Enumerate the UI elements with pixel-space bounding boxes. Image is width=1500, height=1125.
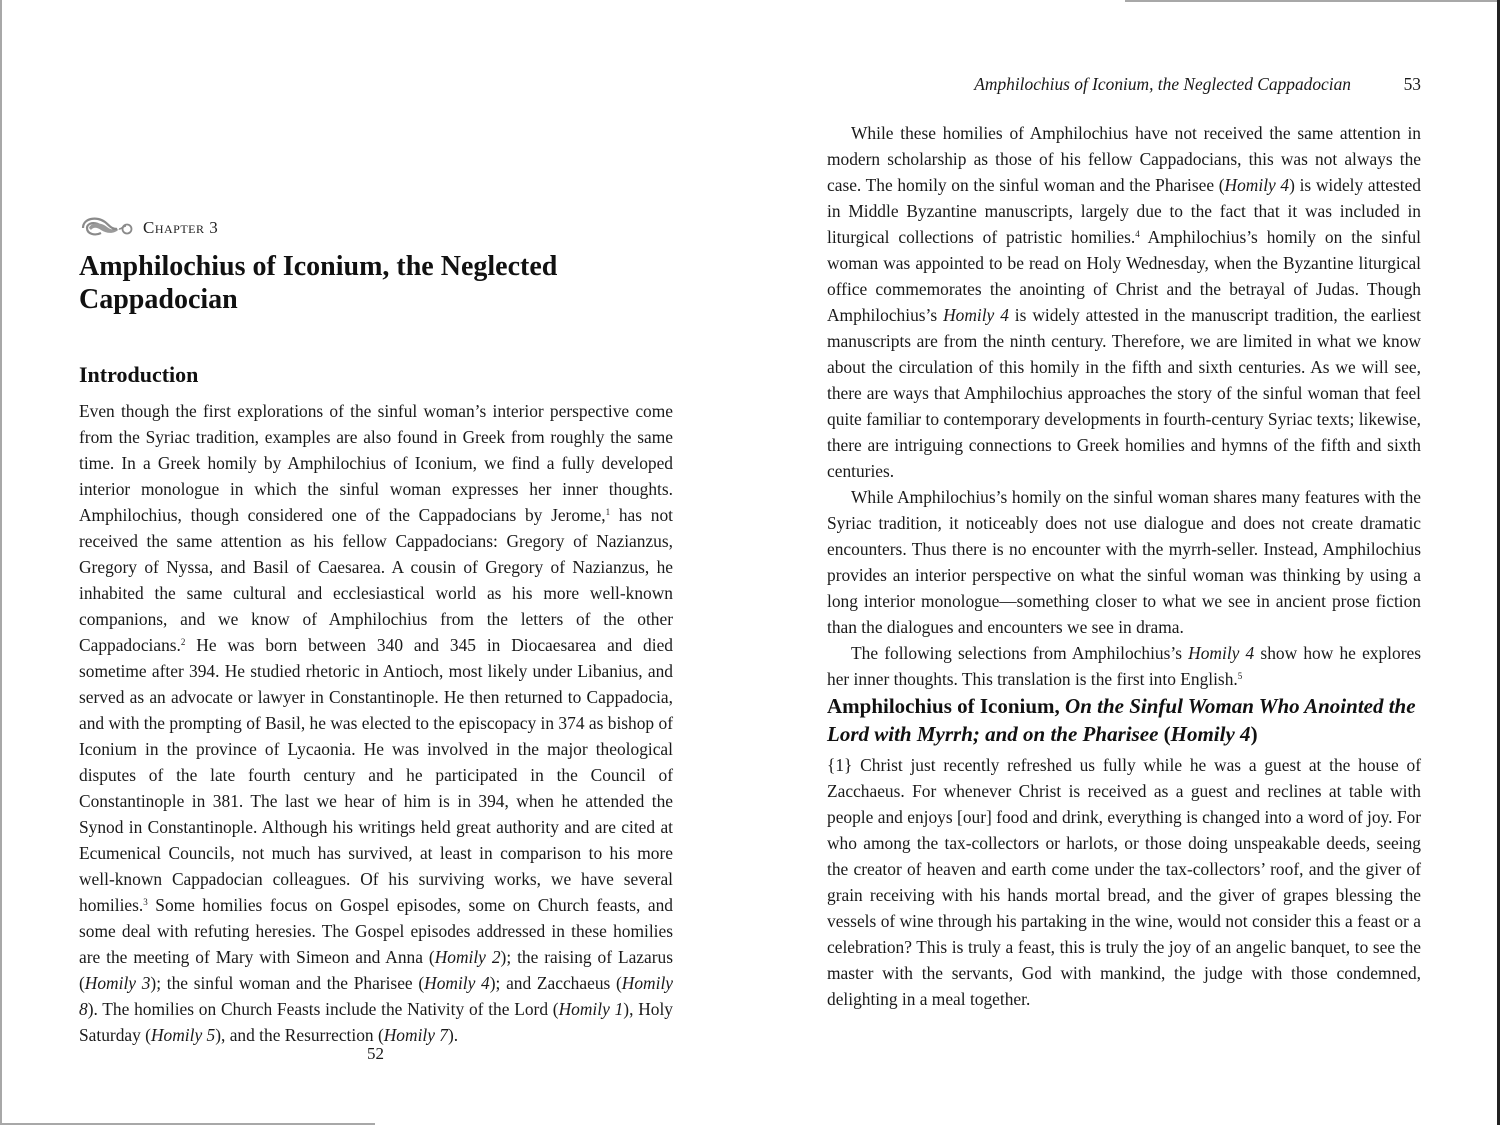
text-run: Even though the first explorations of the sinful woman’s interior perspective come from the Syriac tradition, examples are also found in Greek from roughly the same time. In a Greek homily by Amphilochius of Iconium, we find a fully developed interior monologue in which the sinful woman expresses her inner thoughts. Amphilochius, though considered one of the Cappadocians by Jerome, [79,401,673,525]
running-head-title: Amphilochius of Iconium, the Neglected Cappadocian [974,74,1351,94]
chapter-label [79,212,218,244]
text-run: Some homilies focus on Gospel episodes, some on Church feasts, and some deal with refuting heresies. The Gospel episodes addressed in these homilies are the meeting of Mary with Simeon and Anna ( [79,895,673,967]
translation-text [827,752,1421,1012]
text-run: He was born between 340 and 345 in Diocaesarea and died sometime after 394. He studied rhetoric in Antioch, most likely under Libanius, and served as an advocate or lawyer in Constantinople. He then returned to Cappadocia, and with the prompting of Basil, he was elected to the episcopacy in 374 as bishop of Iconium in the province of Lycaonia. He was involved in the major theological disputes of the late fourth century and he participated in the Council of Constantinople in 381. The last we hear of him is in 394, when he attended the Synod in Constantinople. Although his writings held great authority and are cited at Ecumenical Councils, not much has survived, at least in comparison to his more well-known Cappadocian colleagues. Of his surviving works, we have several homilies. [79,635,673,915]
italic-title: Homily 1 [558,999,624,1019]
running-head [827,74,1421,100]
selection-paren-close: ) [1250,722,1258,746]
text-run: ), Holy Saturday ( [79,999,673,1045]
fleuron-icon [79,214,135,242]
left-body-text [79,398,673,1048]
text-run: ); the sinful woman and the Pharisee ( [150,973,425,993]
italic-title: Homily 7 [383,1025,448,1045]
text-run: ). The homilies on Church Feasts include the Nativity of the Lord ( [87,999,559,1019]
paragraph [827,484,1421,640]
italic-title: Homily 4 [1188,643,1255,663]
text-run: show how he explores her inner thoughts. This translation is the first into English. [827,643,1421,689]
italic-title: Homily 4 [424,973,490,993]
footnote-marker: 4 [1135,229,1140,239]
footnote-marker: 3 [143,897,148,907]
chapter-title: Amphilochius of Iconium, the Neglected Cappadocian [79,251,558,315]
italic-title: Homily 3 [84,973,151,993]
text-run: Amphilochius’s homily on the sinful woman was appointed to be read on Holy Wednesday, when the Byzantine liturgical office commemorates the anointing of Christ and the betrayal of Judas. Though Amphilochius’s [827,227,1421,325]
text-run: has not received the same attention as his fellow Cappadocians: Gregory of Nazianzus, Gregory of Nyssa, and Basil of Caesarea. A cousin of Gregory of Nazianzus, he inhabited the same cultural and ecclesiastical world as his more well-known companions, and we know of Amphilochius from the letters of the other Cappadocians. [79,505,673,655]
italic-title: Homily 2 [434,947,501,967]
italic-title: Homily 8 [79,973,673,1019]
text-run: ). [448,1025,459,1045]
page-edge-left [0,0,2,1125]
right-page [827,0,1421,1125]
text-run: ); and Zacchaeus ( [489,973,622,993]
text-run: While Amphilochius’s homily on the sinful woman shares many features with the Syriac tradition, it noticeably does not use dialogue and does not create dramatic encounters. Thus there is no encounter with the myrrh-seller. Instead, Amphilochius provides an interior perspective on what the sinful woman was thinking by using a long interior monologue—something closer to what we see in ancient prose fiction than the dialogues and encounters we see in drama. [827,487,1421,637]
text-run: ) is widely attested in Middle Byzantine manuscripts, largely due to the fact that it was included in liturgical collections of patristic homilies. [827,175,1421,247]
italic-title: Homily 4 [943,305,1009,325]
selection-author: Amphilochius of Iconium, [827,694,1066,718]
footnote-marker: 1 [605,507,611,517]
page-number: 52 [367,1044,384,1063]
section-heading: Introduction [79,362,199,387]
text-run: The following selections from Amphilochius’s [851,643,1189,663]
footnote-marker: 2 [180,637,186,647]
chapter-number: Chapter 3 [143,218,219,237]
text-run: ); the raising of Lazarus ( [79,947,673,993]
selection-homily: Homily 4 [1170,722,1251,746]
text-run: is widely attested in the manuscript tradition, the earliest manuscripts are from the ninth century. Therefore, we are limited in what we know about the circulation of this homily in the fifth and sixth centuries. As we will see, there are ways that Amphilochius approaches the story of the sinful woman that feel quite familiar to contemporary developments in fourth-century Syriac texts; likewise, there are intriguing connections to Greek homilies and hymns of the fifth and sixth centuries. [827,305,1422,481]
paragraph [827,640,1421,692]
selection-work-title: On the Sinful Woman Who Anointed the Lord with Myrrh; and on the Pharisee [827,694,1416,746]
text-run: {1} Christ just recently refreshed us fully while he was a guest at the house of Zacchaeus. For whenever Christ is received as a guest and reclines at table with people and enjoys [our] food and drink, everything is changed into a word of joy. For who among the tax-collectors or harlots, or those doing unspeakable deeds, seeing the creator of heaven and earth come under the tax-collectors’ roof, and the giver of grain receiving with his hands mortal bread, and the giver of grapes blessing the vessels of wine through his partaking in the wine, would not consider this a feast or a celebration? This is truly a feast, this is truly the joy of an angelic banquet, to see the master with the servants, God with mankind, the judge with those condemned, delighting in a meal together. [827,755,1421,1009]
left-page [79,0,673,1125]
selection-heading [827,692,1427,748]
footnote-marker: 5 [1237,671,1243,681]
text-run: ), and the Resurrection ( [215,1025,384,1045]
page-number: 53 [1403,74,1421,94]
text-run: While these homilies of Amphilochius have not received the same attention in modern scholarship as those of his fellow Cappadocians, this was not always the case. The homily on the sinful woman and the Pharisee ( [827,123,1421,195]
paragraph [827,120,1421,484]
italic-title: Homily 4 [1224,175,1290,195]
italic-title: Homily 5 [150,1025,216,1045]
paragraph [827,752,1421,1012]
selection-paren-open: ( [1158,722,1171,746]
right-body-text [827,120,1421,692]
paragraph [79,398,673,1048]
